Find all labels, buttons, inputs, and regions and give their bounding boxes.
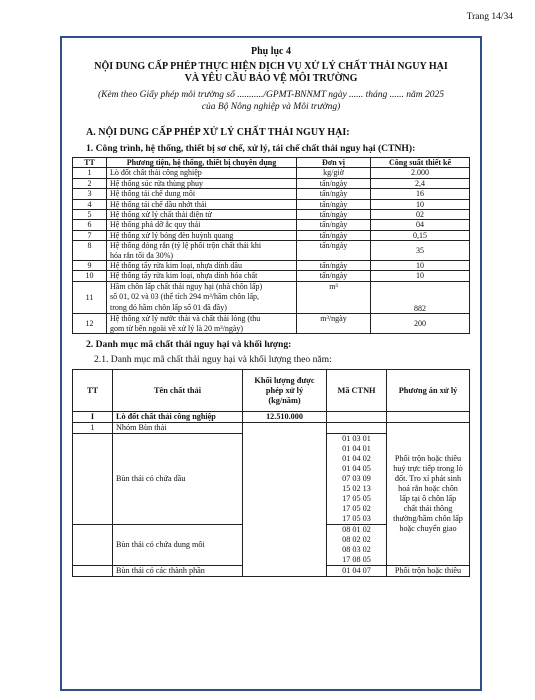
table-row [73, 199, 470, 209]
equipment-table [72, 157, 470, 334]
cell-tt: 6 [73, 220, 107, 230]
cell-unit: tấn/ngày [297, 271, 371, 281]
cell-tt: 12 [73, 314, 107, 334]
table-row [73, 168, 470, 178]
cell-equipment: Hệ thống tẩy rửa kim loại, nhựa dính dầu [107, 261, 297, 271]
cell-code [327, 525, 387, 566]
cell-tt: 1 [73, 423, 113, 434]
cell-line: hóa rắn tối đa 30%) [110, 250, 174, 260]
cell-line: gom từ bên ngoài về xử lý là 20 m³/ngày) [110, 323, 244, 333]
cell-line: Hầm chôn lấp chất thải nguy hại (nhà chôn lấp) [110, 281, 263, 291]
header-code: Mã CTNH [327, 370, 387, 412]
cell-unit: tấn/ngày [297, 199, 371, 209]
header-mass [243, 370, 327, 412]
cell-capacity: 200 [371, 314, 470, 334]
cell-line: số 01, 02 và 03 (thể tích 294 m³/hầm chôn lấp, [110, 292, 260, 302]
cell-waste-name: Nhóm Bùn thải [113, 423, 243, 434]
cell-capacity: 35 [371, 241, 470, 261]
cell-equipment: Hệ thống xử lý bóng đèn huỳnh quang [107, 230, 297, 240]
cell-line: Hệ thống đóng rắn (tỷ lệ phối trộn chất thải khi [110, 241, 262, 251]
cell-capacity: 2.000 [371, 168, 470, 178]
cell-tt: 8 [73, 241, 107, 261]
page-number: Trang 14/34 [466, 12, 513, 22]
cell-unit: tấn/ngày [297, 261, 371, 271]
method-line: thường/hầm chôn lấp [393, 514, 463, 524]
cell-capacity: 04 [371, 220, 470, 230]
waste-code: 08 02 02 [342, 535, 371, 545]
header-line: phép xử lý [265, 385, 304, 395]
waste-code: 08 01 02 [342, 525, 371, 535]
cell-tt: 3 [73, 189, 107, 199]
cell-equipment [107, 314, 297, 334]
header-line: Khối lượng được [254, 375, 315, 385]
cell-capacity: 10 [371, 261, 470, 271]
subgroup-row [73, 423, 470, 434]
section-a-heading: A. NỘI DUNG CẤP PHÉP XỬ LÝ CHẤT THẢI NGUY HẠI: [86, 127, 350, 138]
cell-equipment: Hệ thống tẩy rửa kim loại, nhựa dính hóa chất [107, 271, 297, 281]
cell-equipment: Lò đốt chất thải công nghiệp [107, 168, 297, 178]
heading-1: 1. Công trình, hệ thống, thiết bị sơ chế, xử lý, tái chế chất thải nguy hại (CTNH): [86, 143, 416, 154]
header-tt: TT [73, 158, 107, 168]
cell-tt: 5 [73, 210, 107, 220]
header-equipment: Phương tiện, hệ thống, thiết bị chuyên dụng [107, 158, 297, 168]
cell-tt: 9 [73, 261, 107, 271]
cell-unit: tấn/ngày [297, 241, 371, 261]
waste-code: 17 08 05 [342, 555, 371, 565]
cell-code [327, 434, 387, 525]
header-waste-name: Tên chất thải [113, 370, 243, 412]
cell-tt: 1 [73, 168, 107, 178]
cell-tt: I [73, 412, 113, 423]
header-method: Phương án xử lý [387, 370, 470, 412]
document-subtitle [72, 89, 470, 113]
table-header-row [73, 370, 470, 412]
method-line: lấp tại ô chôn lấp [399, 494, 457, 504]
cell-equipment: Hệ thống xử lý chất thải điện tử [107, 210, 297, 220]
cell-tt [73, 525, 113, 566]
waste-code: 01 04 05 [342, 464, 371, 474]
cell-waste-name: Bùn thải có chứa dung môi [113, 525, 243, 566]
waste-code: 08 03 02 [342, 545, 371, 555]
cell-unit: tấn/ngày [297, 210, 371, 220]
method-line: Phối trộn hoặc thiêu [394, 454, 462, 464]
cell-tt [73, 566, 113, 577]
cell-method: Phối trộn hoặc thiêu [387, 566, 470, 577]
method-line: huỷ trực tiếp trong lò [393, 464, 463, 474]
header-capacity: Công suất thiết kế [371, 158, 470, 168]
cell-capacity: 16 [371, 189, 470, 199]
title-line-2: VÀ YÊU CẦU BẢO VỆ MÔI TRƯỜNG [184, 73, 358, 84]
waste-code: 07 03 09 [342, 474, 371, 484]
cell-equipment: Hệ thống tái chế dầu nhớt thải [107, 199, 297, 209]
method-line: chất thải thông [403, 504, 453, 514]
appendix-label: Phụ lục 4 [250, 46, 291, 57]
table-header-row [73, 158, 470, 168]
cell-unit: m³/ngày [297, 314, 371, 334]
cell-method [387, 412, 470, 423]
cell-capacity: 10 [371, 199, 470, 209]
title-line-1: NỘI DUNG CẤP PHÉP THỰC HIỆN DỊCH VỤ XỬ LÝ CHẤT THẢI NGUY HẠI [94, 61, 448, 72]
method-line: hoá rắn hoặc chôn [398, 484, 458, 494]
heading-2: 2. Danh mục mã chất thải nguy hại và khối lượng: [86, 339, 292, 351]
cell-capacity: 02 [371, 210, 470, 220]
cell-unit: tấn/ngày [297, 220, 371, 230]
table-row [73, 210, 470, 220]
table-row [73, 230, 470, 240]
cell-capacity: 10 [371, 271, 470, 281]
cell-capacity: 0,15 [371, 230, 470, 240]
table-row [73, 241, 470, 261]
waste-code: 01 03 01 [342, 434, 371, 444]
cell-equipment: Hệ thống tái chế dung môi [107, 189, 297, 199]
cell-waste-name: Lò đốt chất thải công nghiệp [113, 412, 243, 423]
cell-line: trong đó hầm chôn lấp số 01 đã đầy) [110, 302, 227, 312]
cell-line: Hệ thống xử lý nước thải và chất thải lỏng (thu [110, 314, 261, 324]
table-row [73, 281, 470, 314]
cell-tt: 4 [73, 199, 107, 209]
cell-waste-name: Bùn thải có chứa dầu [113, 434, 243, 525]
cell-unit: tấn/ngày [297, 178, 371, 188]
cell-tt: 10 [73, 271, 107, 281]
cell-equipment [107, 241, 297, 261]
cell-tt: 11 [73, 281, 107, 314]
waste-code: 17 05 03 [342, 514, 371, 524]
cell-capacity: 2,4 [371, 178, 470, 188]
group-row [73, 412, 470, 423]
waste-code: 01 04 02 [342, 454, 371, 464]
cell-tt: 2 [73, 178, 107, 188]
header-line: (kg/năm) [268, 395, 301, 405]
cell-tt: 7 [73, 230, 107, 240]
table-row [73, 189, 470, 199]
cell-method [387, 423, 470, 566]
cell-tt [73, 434, 113, 525]
table-row [73, 314, 470, 334]
cell-equipment [107, 281, 297, 314]
cell-mass [243, 423, 327, 577]
cell-code: 01 04 07 [327, 566, 387, 577]
cell-code [327, 423, 387, 434]
table-row [73, 261, 470, 271]
table-row [73, 220, 470, 230]
cell-capacity: 882 [371, 281, 470, 314]
waste-code: 17 05 02 [342, 504, 371, 514]
waste-code-table [72, 369, 470, 577]
header-tt: TT [73, 370, 113, 412]
cell-equipment: Hệ thống súc rửa thùng phuy [107, 178, 297, 188]
subtitle-line-1: (Kèm theo Giấy phép môi trường số .........../GPMT-BNNMT ngày ...... tháng ...... năm 2025 [97, 90, 445, 100]
cell-waste-name: Bùn thải có các thành phần [113, 566, 243, 577]
cell-unit: kg/giờ [297, 168, 371, 178]
waste-code: 17 05 05 [342, 494, 371, 504]
document-frame [60, 36, 482, 691]
cell-mass: 12.510.000 [243, 412, 327, 423]
cell-unit: tấn/ngày [297, 230, 371, 240]
table-row [73, 271, 470, 281]
waste-code: 01 04 01 [342, 444, 371, 454]
subtitle-line-2: của Bộ Nông nghiệp và Môi trường) [201, 102, 341, 112]
cell-code [327, 412, 387, 423]
document-title [72, 61, 470, 85]
waste-code: 15 02 13 [342, 484, 371, 494]
heading-2-1: 2.1. Danh mục mã chất thải nguy hại và khối lượng theo năm: [94, 354, 332, 366]
method-line: đốt. Tro xỉ phát sinh [394, 474, 462, 484]
cell-equipment: Hệ thống phá dỡ ắc quy thải [107, 220, 297, 230]
table-row [73, 178, 470, 188]
method-line: hoặc chuyển giao [399, 524, 457, 534]
header-unit: Đơn vị [297, 158, 371, 168]
cell-unit: m³ [297, 281, 371, 314]
cell-unit: tấn/ngày [297, 189, 371, 199]
